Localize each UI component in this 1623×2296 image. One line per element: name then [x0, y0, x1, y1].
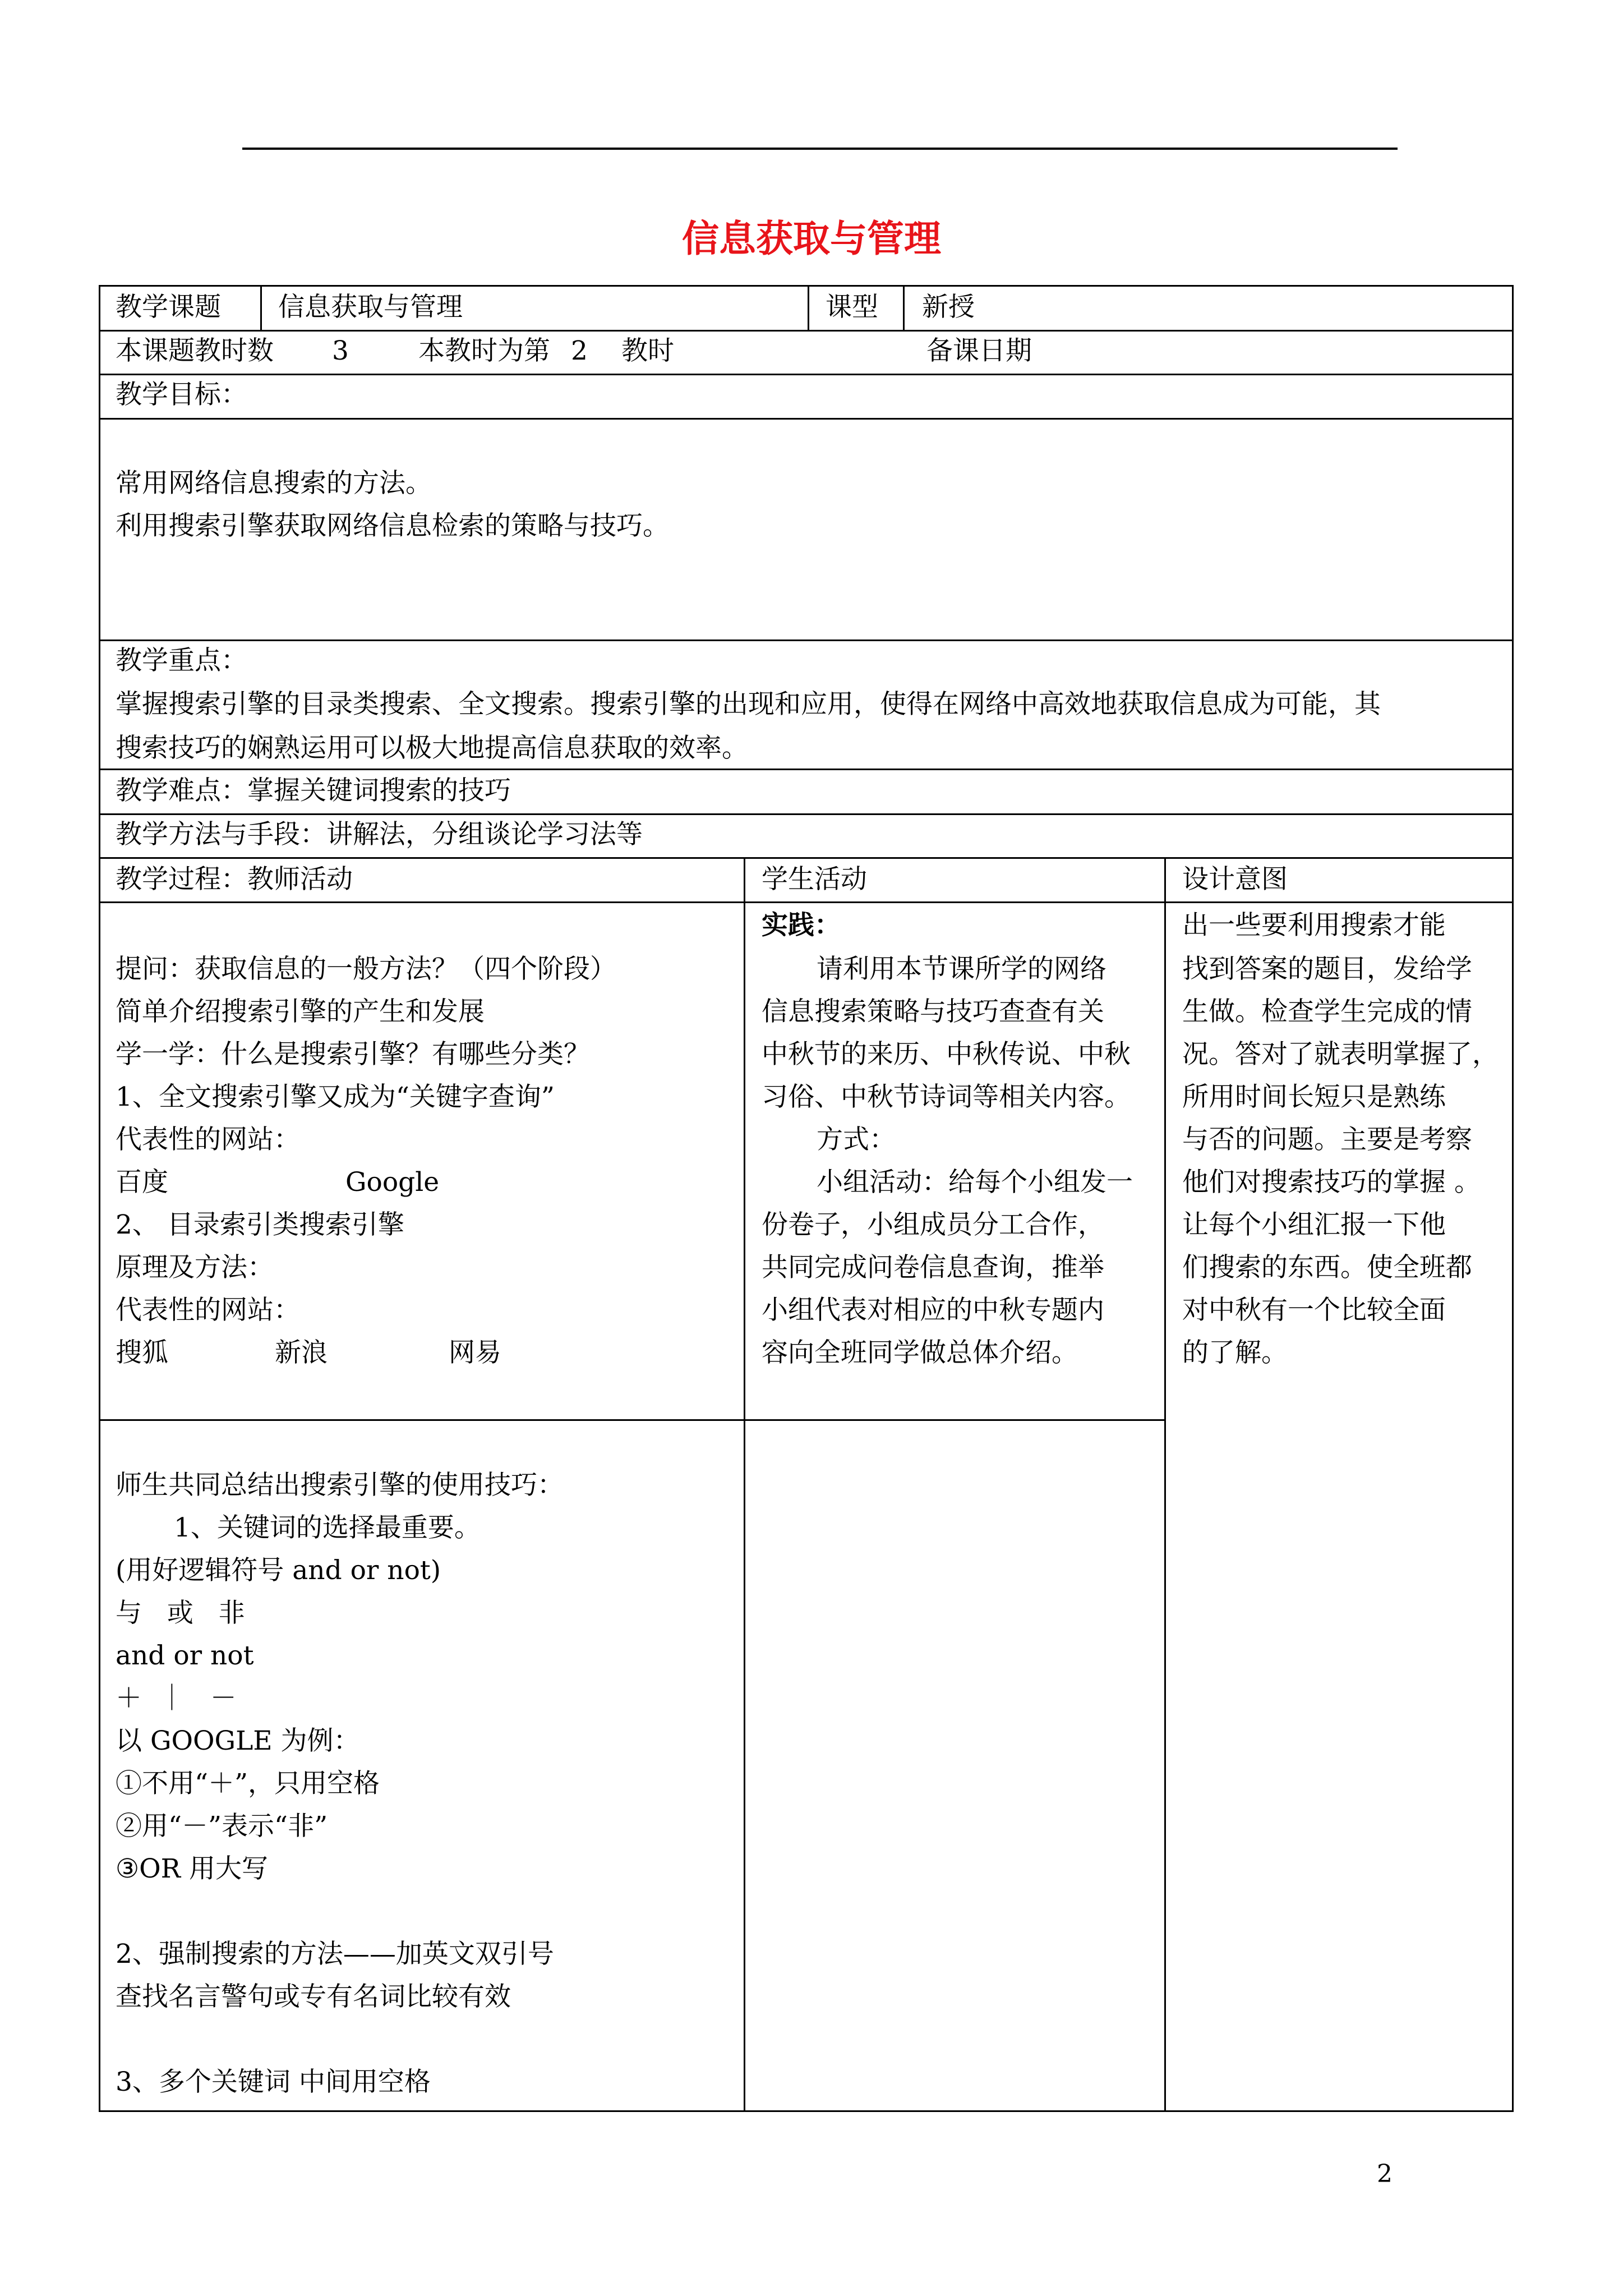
- practice-heading: 实践：: [762, 910, 841, 941]
- key-points-label: 教学重点：: [116, 645, 247, 676]
- page-title: 信息获取与管理: [682, 217, 941, 260]
- current-hour-value: 2: [571, 335, 588, 366]
- key-point-line: 掌握搜索引擎的目录类搜索、全文搜索。搜索引擎的出现和应用，使得在网络中高效地获取信息成为可能，其: [116, 689, 1381, 720]
- type-label: 课型: [826, 292, 878, 323]
- date-label: 备课日期: [926, 335, 1032, 366]
- current-hour-label: 本教时为第: [418, 335, 550, 366]
- topic-value: 信息获取与管理: [278, 292, 463, 323]
- current-hour-unit: 教时: [621, 335, 674, 366]
- difficulty: 教学难点：掌握关键词搜索的技巧: [116, 775, 511, 806]
- methods: 教学方法与手段：讲解法，分组谈论学习法等: [116, 819, 643, 850]
- topic-label: 教学课题: [116, 292, 221, 323]
- total-hours-value: 3: [332, 335, 349, 366]
- objectives-label: 教学目标：: [116, 379, 247, 410]
- student-column-header: 学生活动: [762, 864, 867, 895]
- teacher-column-header: 教学过程：教师活动: [116, 864, 353, 895]
- design-column-header: 设计意图: [1182, 864, 1288, 895]
- key-point-line: 搜索技巧的娴熟运用可以极大地提高信息获取的效率。: [116, 733, 748, 763]
- objective-line: 利用搜索引擎获取网络信息检索的策略与技巧。: [116, 510, 669, 541]
- type-value: 新授: [922, 292, 975, 323]
- header-rule: [242, 148, 1398, 150]
- objective-line: 常用网络信息搜索的方法。: [116, 468, 432, 499]
- total-hours-label: 本课题教时数: [116, 335, 274, 366]
- page-number: 2: [1377, 2160, 1393, 2188]
